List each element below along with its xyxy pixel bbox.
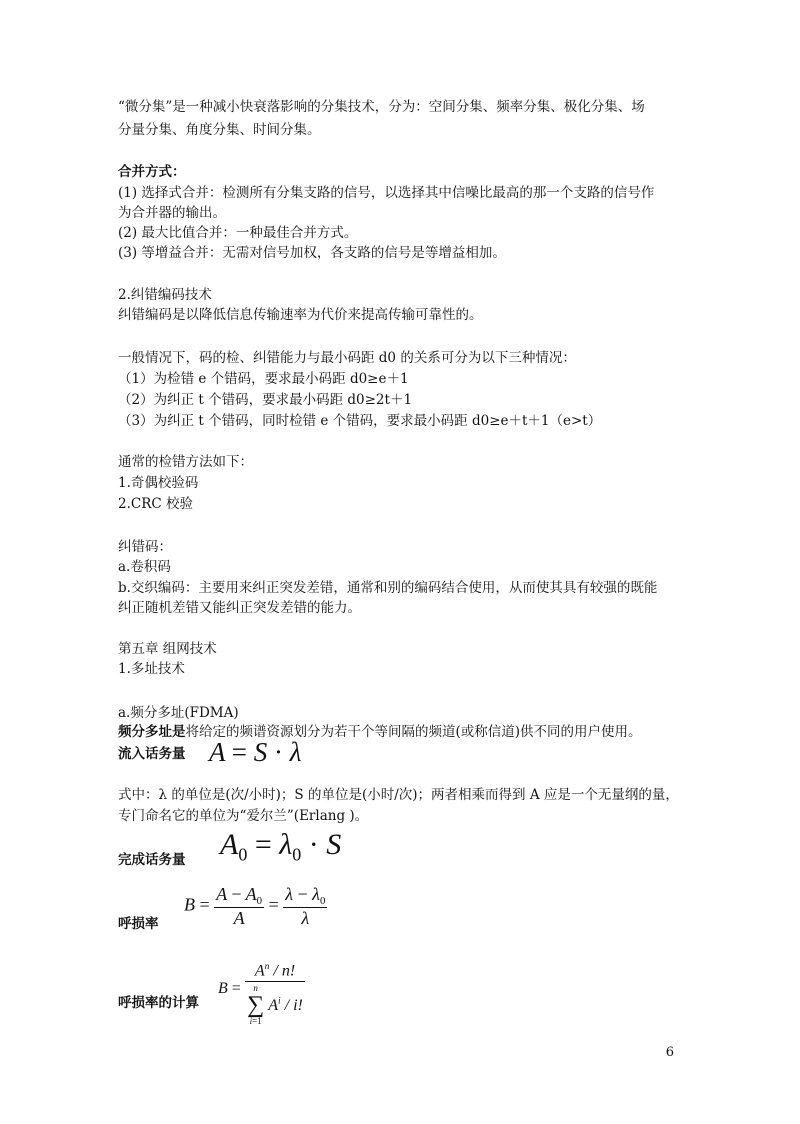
combine-heading: 合并方式： <box>118 164 186 180</box>
distance-item-1: （1）为检错 e 个错码，要求最小码距 d0≥e＋1 <box>118 371 409 387</box>
correct-line-1: a.卷积码 <box>118 559 171 575</box>
traffic-label: 流入话务量 <box>118 746 186 762</box>
ecc-heading: 2.纠错编码技术 <box>118 287 212 303</box>
calc-label: 呼损率的计算 <box>118 995 199 1011</box>
page-number: 6 <box>665 1045 674 1060</box>
fdma-def-term: 频分多址是 <box>118 724 186 740</box>
section-title: 1.多址技术 <box>118 661 185 677</box>
traffic-formula: A = S · λ <box>209 737 302 767</box>
detect-item-2: 2.CRC 校验 <box>118 496 193 512</box>
chapter-title: 第五章 组网技术 <box>118 641 217 657</box>
blocking-formula: B = $\frac{A - A_0}{A}$ = $\frac{\lambda - \lambda_0}{\lambda}$ <box>184 884 326 928</box>
correct-heading: 纠错码： <box>118 539 172 555</box>
explain-line-2: 专门命名它的单位为“爱尔兰”(Erlang )。 <box>118 808 369 824</box>
correct-line-3: 纠正随机差错又能纠正突发差错的能力。 <box>118 600 361 616</box>
combine-line-1: (1) 选择式合并：检测所有分集支路的信号，以选择其中信噪比最高的那一个支路的信号作 <box>118 185 655 201</box>
completed-formula: $A_0 = \lambda_0 \cdot S$ <box>220 828 342 865</box>
ecc-desc: 纠错编码是以降低信息传输速率为代价来提高传输可靠性的。 <box>118 307 483 323</box>
detect-item-1: 1.奇偶校验码 <box>118 475 199 491</box>
blocking-label: 呼损率 <box>118 916 159 932</box>
completed-label: 完成话务量 <box>118 852 186 868</box>
combine-line-3: (2) 最大比值合并：一种最佳合并方式。 <box>118 225 358 241</box>
intro-line-2: 分量分集、角度分集、时间分集。 <box>118 122 321 138</box>
fdma-def-rest: 将给定的频谱资源划分为若干个等间隔的频道(或称信道)供不同的用户使用。 <box>185 724 642 740</box>
distance-intro: 一般情况下，码的检、纠错能力与最小码距 d0 的关系可分为以下三种情况： <box>118 350 576 366</box>
combine-line-2: 为合并器的输出。 <box>118 205 226 221</box>
explain-line-1: 式中：λ 的单位是(次/小时)；S 的单位是(小时/次)；两者相乘而得到 A 应是一个无量纲的量， <box>118 787 679 803</box>
intro-line-1: “微分集”是一种减小快衰落影响的分集技术，分为：空间分集、频率分集、极化分集、场 <box>118 99 645 115</box>
fdma-definition <box>118 722 642 742</box>
distance-item-3: （3）为纠正 t 个错码，同时检错 e 个错码，要求最小码距 d0≥e＋t＋1（e>t） <box>118 413 602 429</box>
fdma-heading: a.频分多址(FDMA) <box>118 705 239 721</box>
calc-formula: B = $A^n$ / n! n ∑ i=1 $A^i$ / i! <box>218 953 305 1026</box>
detect-heading: 通常的检错方法如下： <box>118 454 253 470</box>
distance-item-2: （2）为纠正 t 个错码，要求最小码距 d0≥2t＋1 <box>118 392 413 408</box>
combine-line-4: (3) 等增益合并：无需对信号加权，各支路的信号是等增益相加。 <box>118 245 506 261</box>
correct-line-2: b.交织编码：主要用来纠正突发差错，通常和别的编码结合使用，从而使其具有较强的既能 <box>118 580 658 596</box>
